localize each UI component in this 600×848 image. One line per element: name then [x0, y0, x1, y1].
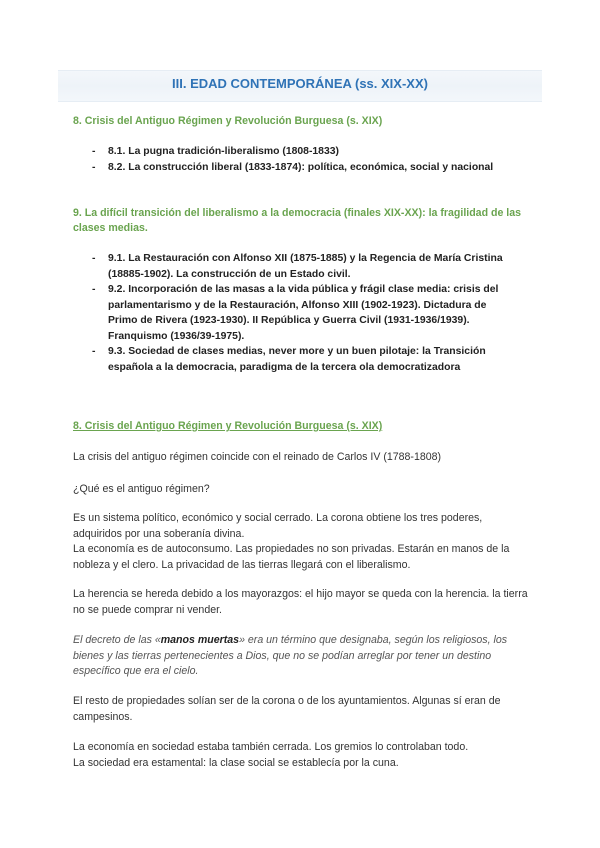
paragraph: La crisis del antiguo régimen coincide con el reinado de Carlos IV (1788-1808) — [73, 451, 442, 463]
page-title: III. EDAD CONTEMPORÁNEA (ss. XIX-XX) — [172, 76, 428, 91]
list-item: - 9.3. Sociedad de clases medias, never more y un buen pilotaje: la Transición española a la democracia, paradigma de la tercera ola democratizadora — [92, 344, 512, 375]
toc-section-9-heading: 9. La difícil transición del liberalismo a la democracia (finales XIX-XX): la fragilidad de las clases medias. — [73, 207, 522, 234]
paragraph-line: La economía en sociedad estaba también cerrada. Los gremios lo controlaban todo. — [73, 741, 469, 753]
paragraph: ¿Qué es el antiguo régimen? — [73, 483, 210, 495]
list-item: - 8.1. La pugna tradición-liberalismo (1808-1833) — [92, 144, 512, 160]
paragraph: El resto de propiedades solían ser de la corona o de los ayuntamientos. Algunas sí eran de campesinos. — [73, 695, 501, 723]
body-section-heading: 8. Crisis del Antiguo Régimen y Revolución Burguesa (s. XIX) — [73, 420, 383, 432]
toc-section-9-list — [92, 251, 512, 375]
manos-muertas-term: manos muertas — [160, 634, 240, 646]
paragraph: La herencia se hereda debido a los mayorazgos: el hijo mayor se queda con la herencia. la tierra no se puede comprar ni vender. — [73, 588, 528, 616]
paragraph-line: Es un sistema político, económico y social cerrado. La corona obtiene los tres poderes, adquiridos por una soberanía divina. — [73, 512, 483, 540]
list-item: - 9.2. Incorporación de las masas a la vida pública y frágil clase media: crisis del parlamentarismo y de la Restauración, Alfonso XIII (1902-1923). Dictadura de Primo de Rivera (1923-1930). II República y Guerra Civil (1931-1936/1939). Franquismo (1936/39-1975). — [92, 282, 512, 344]
toc-section-8-list — [92, 144, 512, 175]
manos-muertas-paragraph — [73, 633, 533, 680]
paragraph — [73, 511, 533, 573]
quote-prefix: El decreto de las « — [73, 634, 161, 646]
quote-suffix: » era un término que designaba, según los religiosos, los bienes y las tierras pertenecientes a Dios, que no se podían arreglar por tener un destino específico que era el cielo. — [73, 634, 508, 677]
paragraph-line: La sociedad era estamental: la clase social se establecía por la cuna. — [73, 756, 399, 769]
paragraph-line: La economía es de autoconsumo. Las propiedades no son privadas. Estarán en manos de la nobleza y el clero. La privacidad de las tierras llegará con el liberalismo. — [73, 543, 510, 571]
toc-section-8-heading: 8. Crisis del Antiguo Régimen y Revolución Burguesa (s. XIX) — [73, 115, 383, 127]
paragraph — [73, 740, 533, 771]
list-item: - 8.2. La construcción liberal (1833-1874): política, económica, social y nacional — [92, 160, 512, 176]
list-item: - 9.1. La Restauración con Alfonso XII (1875-1885) y la Regencia de María Cristina (18885-1902). La construcción de un Estado civil. — [92, 251, 512, 282]
